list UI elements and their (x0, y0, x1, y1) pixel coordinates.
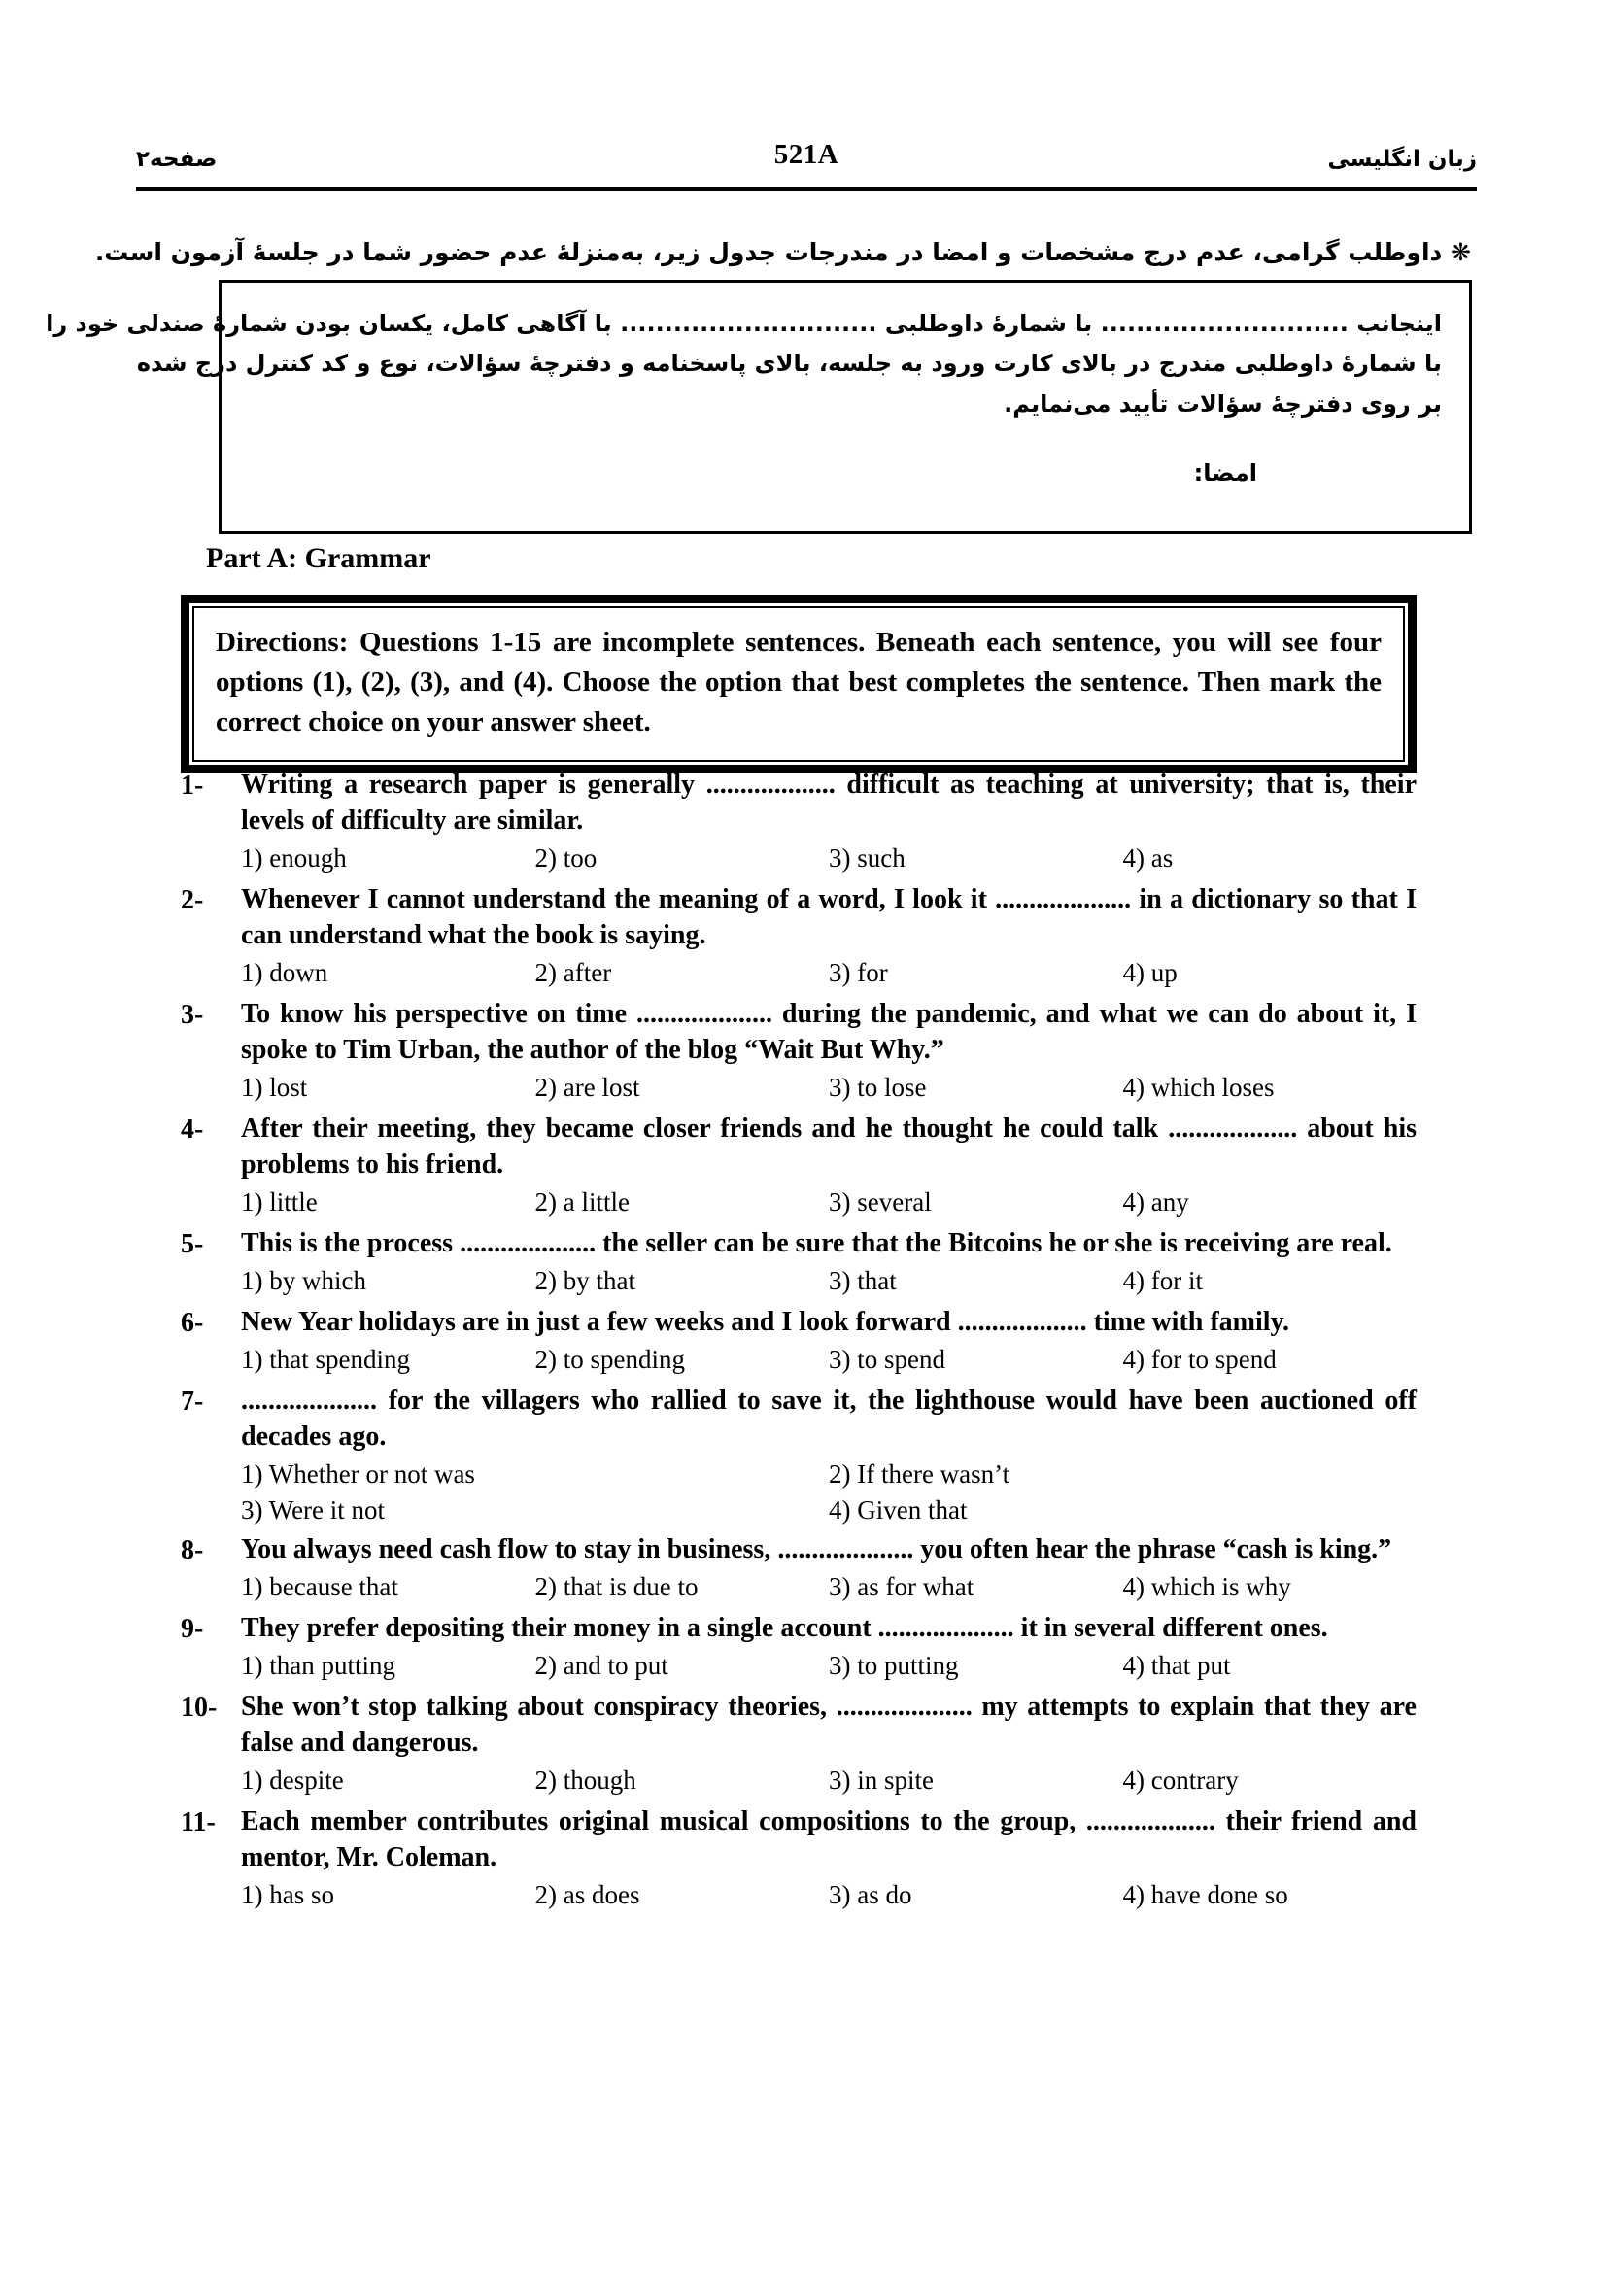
question-stem: This is the process .................... the seller can be sure that the Bitcoins he or she is receiving are real. (241, 1228, 1392, 1258)
candidate-notice: ❋ داوطلب گرامی، عدم درج مشخصات و امضا در مندرجات جدول زیر، به‌منزلهٔ عدم حضور شما در جلسهٔ آزمون است. (94, 238, 1471, 266)
answer-option[interactable]: 1) lost (241, 1072, 308, 1102)
page-number-label: صفحه‌۲ (136, 147, 218, 172)
question-stem: .................... for the villagers who rallied to save it, the lighthouse would have been auctioned off decades ago. (241, 1386, 1417, 1453)
question-stem: Whenever I cannot understand the meaning of a word, I look it .................... in a dictionary so that I can understand what the book is saying. (241, 884, 1417, 950)
question-body (241, 1305, 1417, 1381)
question-body (241, 1690, 1417, 1801)
answer-option[interactable]: 4) for to spend (1122, 1345, 1277, 1374)
option-row (241, 1185, 1417, 1219)
question-number: 2- (181, 885, 204, 915)
option-row (241, 1764, 1417, 1798)
page-header (136, 126, 1477, 171)
answer-option[interactable]: 2) too (534, 842, 598, 873)
declaration-box (46, 280, 1472, 534)
question-list (181, 768, 1417, 1919)
question-item (181, 882, 1417, 994)
question-stem: Each member contributes original musical compositions to the group, ................... their friend and mentor, Mr. Coleman. (241, 1806, 1417, 1873)
answer-option[interactable]: 3) for (829, 957, 888, 987)
question-body (241, 768, 1417, 879)
header-divider (136, 187, 1477, 191)
question-item (181, 1112, 1417, 1223)
question-number: 8- (181, 1535, 204, 1566)
answer-option[interactable]: 1) because that (241, 1572, 398, 1602)
option-row (241, 1649, 1417, 1683)
question-body (241, 997, 1417, 1109)
form-code-label: 521A (773, 139, 839, 170)
answer-option[interactable]: 4) which is why (1122, 1572, 1291, 1602)
answer-option[interactable]: 4) as (1122, 842, 1174, 873)
answer-option[interactable]: 4) that put (1122, 1651, 1231, 1681)
answer-option[interactable]: 3) to putting (829, 1651, 959, 1681)
answer-option[interactable]: 2) that is due to (534, 1572, 699, 1602)
option-row (241, 1343, 1417, 1377)
answer-option[interactable]: 3) as for what (829, 1572, 974, 1602)
option-row (241, 1570, 1417, 1604)
question-stem: They prefer depositing their money in a single account .................... it in several different ones. (241, 1613, 1328, 1644)
option-row (241, 1071, 1417, 1105)
answer-option[interactable]: 4) contrary (1122, 1765, 1239, 1796)
answer-option[interactable]: 4) up (1122, 957, 1178, 987)
answer-option[interactable]: 3) to lose (829, 1072, 927, 1102)
question-number: 6- (181, 1308, 204, 1339)
answer-option[interactable]: 1) little (241, 1186, 318, 1217)
declaration-line-3: بر روی دفترچهٔ سؤالات تأیید می‌نمایم. (1004, 390, 1442, 418)
question-stem: New Year holidays are in just a few weeks and I look forward ................... time with family. (241, 1307, 1290, 1338)
question-item (181, 1804, 1417, 1916)
answer-option[interactable]: 1) has so (241, 1880, 334, 1910)
option-row (241, 1878, 1417, 1912)
option-row (241, 1264, 1417, 1298)
question-number: 3- (181, 1000, 204, 1030)
question-body (241, 1611, 1417, 1687)
answer-option[interactable]: 4) for it (1122, 1265, 1203, 1295)
signature-label: امضا: (1193, 459, 1257, 487)
answer-option[interactable]: 1) that spending (241, 1345, 410, 1374)
question-stem: She won’t stop talking about conspiracy theories, .................... my attempts to explain that they are false and dangerous. (241, 1692, 1417, 1759)
answer-option[interactable]: 4) have done so (1122, 1880, 1288, 1910)
subject-title: زبان انگلیسی (1327, 147, 1477, 172)
question-body (241, 1804, 1417, 1916)
question-stem: Writing a research paper is generally ................... difficult as teaching at university; that is, their levels of difficulty are similar. (241, 770, 1417, 836)
option-row (241, 1457, 1417, 1491)
option-row (241, 956, 1417, 990)
declaration-line-1: اینجانب ............................ با شمارهٔ داوطلبی ............................. با آگاهی کامل، یکسان بودن شمارهٔ صندلی خود را (46, 310, 1442, 337)
question-body (241, 882, 1417, 994)
question-number: 9- (181, 1614, 204, 1645)
question-number: 10- (181, 1693, 218, 1724)
answer-option[interactable]: 3) such (829, 842, 906, 873)
question-stem: After their meeting, they became closer friends and he thought he could talk ................... about his problems to his friend. (241, 1114, 1417, 1180)
directions-box (181, 595, 1417, 773)
question-number: 4- (181, 1114, 204, 1145)
part-heading: Part A: Grammar (206, 542, 431, 574)
answer-option[interactable]: 3) as do (829, 1880, 912, 1910)
answer-option[interactable]: 4) which loses (1122, 1072, 1275, 1102)
directions-inner-border (192, 606, 1405, 762)
answer-option[interactable]: 3) several (829, 1186, 932, 1217)
question-item (181, 768, 1417, 879)
answer-option[interactable]: 3) that (829, 1265, 897, 1295)
answer-option[interactable]: 3) in spite (829, 1765, 934, 1796)
answer-option[interactable]: 3) to spend (829, 1345, 945, 1374)
question-item (181, 1226, 1417, 1302)
question-body (241, 1384, 1417, 1529)
question-stem: To know his perspective on time .................... during the pandemic, and what we can do about it, I spoke to Tim Urban, the author of the blog “Wait But Why.” (241, 999, 1417, 1065)
question-item (181, 1690, 1417, 1801)
question-number: 7- (181, 1387, 204, 1418)
question-body (241, 1226, 1417, 1302)
answer-option[interactable]: 4) Given that (829, 1495, 968, 1525)
declaration-line-2: با شمارهٔ داوطلبی مندرج در بالای کارت ورود به جلسه، بالای پاسخنامه و دفترچهٔ سؤالات، نوع و کد کنترل درج شده (136, 350, 1442, 378)
answer-option[interactable]: 4) any (1122, 1186, 1189, 1217)
answer-option[interactable]: 2) to spending (534, 1345, 685, 1374)
answer-option[interactable]: 2) as does (534, 1880, 640, 1910)
answer-option[interactable]: 1) Whether or not was (241, 1459, 475, 1489)
answer-option[interactable]: 2) and to put (534, 1651, 668, 1681)
answer-option[interactable]: 1) down (241, 957, 328, 987)
answer-option[interactable]: 1) despite (241, 1765, 344, 1796)
option-row (241, 841, 1417, 875)
question-stem: You always need cash flow to stay in business, .................... you often hear the phrase “cash is king.” (241, 1534, 1392, 1565)
answer-option[interactable]: 1) by which (241, 1265, 366, 1295)
question-body (241, 1112, 1417, 1223)
answer-option[interactable]: 1) enough (241, 842, 347, 873)
answer-option[interactable]: 2) a little (534, 1186, 630, 1217)
answer-option[interactable]: 2) by that (534, 1265, 635, 1295)
answer-option[interactable]: 2) after (534, 957, 612, 987)
answer-option[interactable]: 3) Were it not (241, 1495, 386, 1525)
question-number: 5- (181, 1229, 204, 1259)
answer-option[interactable]: 2) If there wasn’t (829, 1459, 1010, 1489)
directions-text: Directions: Questions 1-15 are incomplete sentences. Beneath each sentence, you will see four options (1), (2), (3), and (4). Choose the option that best completes the sentence. Then mark the correct choice on your answer sheet. (216, 627, 1382, 738)
answer-option[interactable]: 2) though (534, 1765, 636, 1796)
question-item (181, 1532, 1417, 1608)
answer-option[interactable]: 1) than putting (241, 1651, 395, 1681)
question-item (181, 997, 1417, 1109)
question-number: 1- (181, 771, 204, 801)
option-row (241, 1493, 1417, 1527)
question-number: 11- (181, 1807, 216, 1838)
question-item (181, 1611, 1417, 1687)
question-item (181, 1305, 1417, 1381)
question-item (181, 1384, 1417, 1529)
answer-option[interactable]: 2) are lost (534, 1072, 640, 1102)
question-body (241, 1532, 1417, 1608)
